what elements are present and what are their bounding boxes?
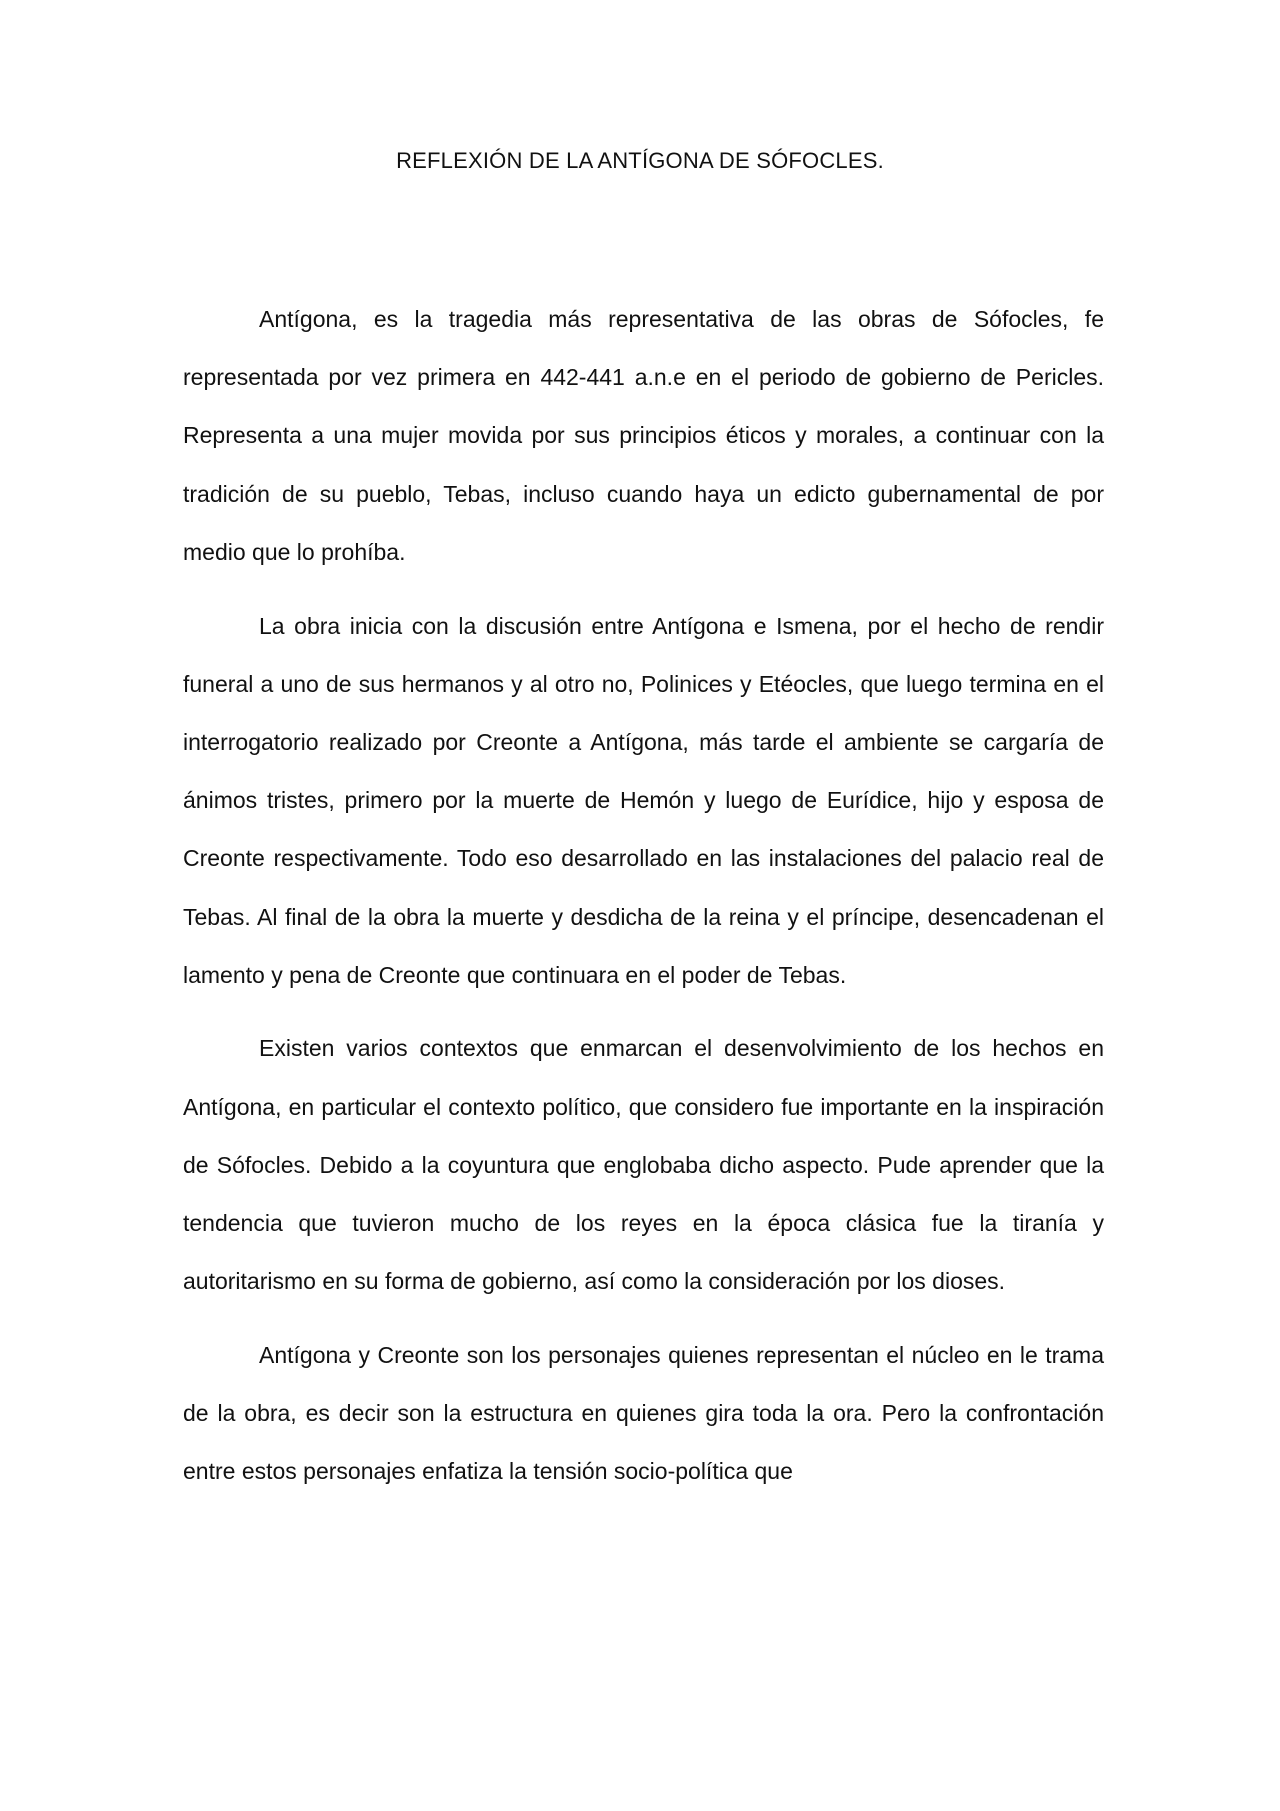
document-body [183, 290, 1104, 1501]
paragraph-4: Antígona y Creonte son los personajes quienes representan el núcleo en le trama de la obra, es decir son la estructura en quienes gira toda la ora. Pero la confrontación entre estos personajes enfatiza la tensión socio-política que [183, 1341, 1104, 1485]
document-title: REFLEXIÓN DE LA ANTÍGONA DE SÓFOCLES. [396, 148, 884, 173]
paragraph-2: La obra inicia con la discusión entre Antígona e Ismena, por el hecho de rendir funeral a uno de sus hermanos y al otro no, Polinices y Etéocles, que luego termina en el interrogatorio realizado por Creonte a Antígona, más tarde el ambiente se cargaría de ánimos tristes, primero por la muerte de Hemón y luego de Eurídice, hijo y esposa de Creonte respectivamente. Todo eso desarrollado en las instalaciones del palacio real de Tebas. Al final de la obra la muerte y desdicha de la reina y el príncipe, desencadenan el lamento y pena de Creonte que continuara en el poder de Tebas. [183, 612, 1104, 988]
paragraph-1: Antígona, es la tragedia más representativa de las obras de Sófocles, fe representada por vez primera en 442-441 a.n.e en el periodo de gobierno de Pericles. Representa a una mujer movida por sus principios éticos y morales, a continuar con la tradición de su pueblo, Tebas, incluso cuando haya un edicto gubernamental de por medio que lo prohíba. [183, 306, 1104, 565]
paragraph-3: Existen varios contextos que enmarcan el desenvolvimiento de los hechos en Antígona, en particular el contexto político, que considero fue importante en la inspiración de Sófocles. Debido a la coyuntura que englobaba dicho aspecto. Pude aprender que la tendencia que tuvieron mucho de los reyes en la época clásica fue la tiranía y autoritarismo en su forma de gobierno, así como la consideración por los dioses. [183, 1035, 1104, 1295]
